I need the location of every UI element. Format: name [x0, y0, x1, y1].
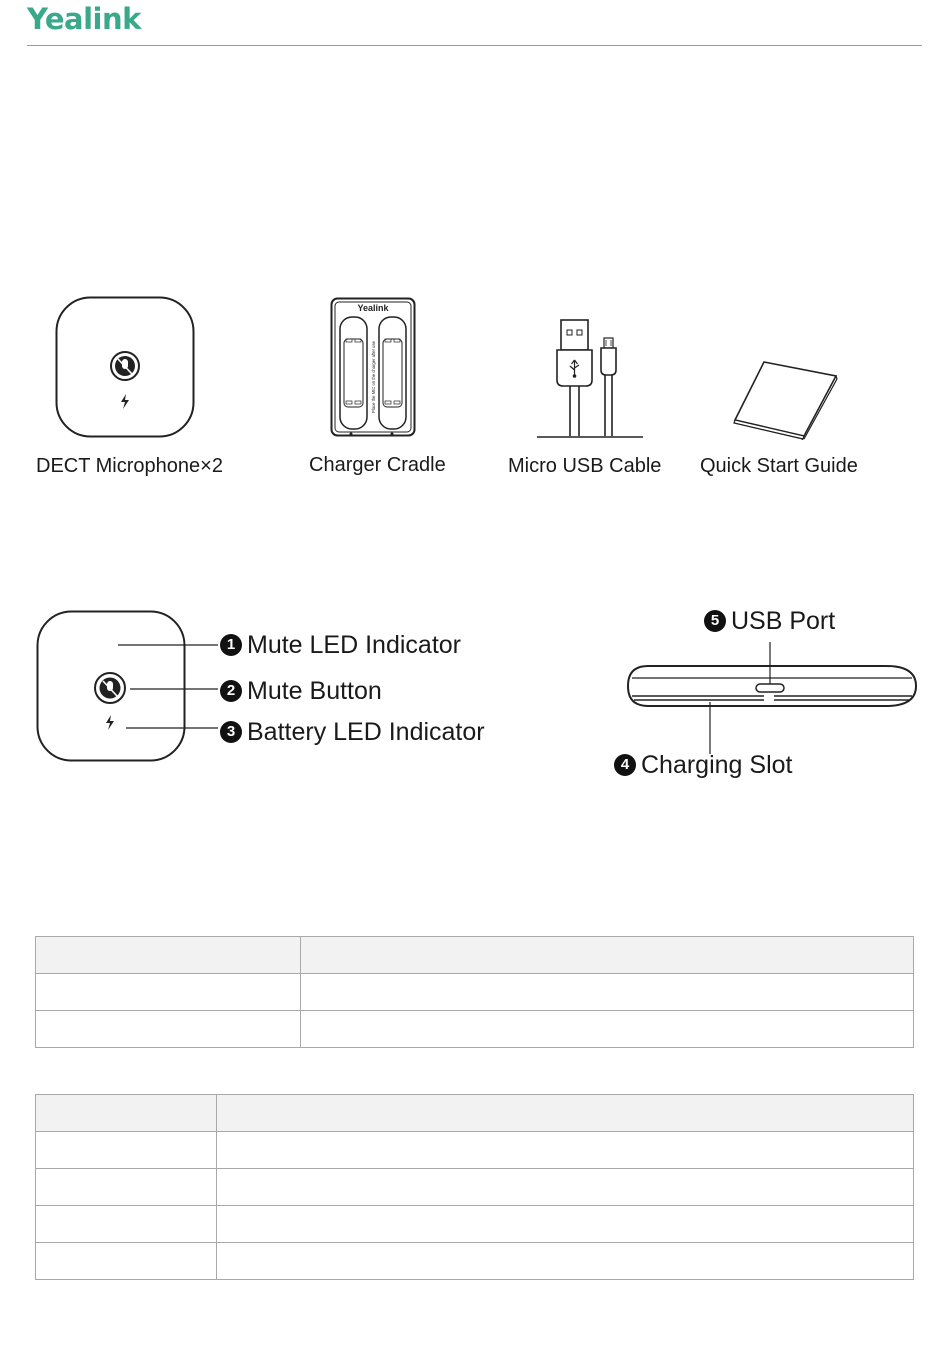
table-cell: [36, 1169, 217, 1206]
caption-micro-usb-cable: Micro USB Cable: [508, 455, 662, 477]
callout-usb-port: [704, 606, 835, 636]
table-cell: [36, 1243, 217, 1280]
table-cell: [301, 974, 914, 1011]
callout-label: Charging Slot: [641, 750, 793, 779]
table-cell: [36, 1132, 217, 1169]
callout-number-5: 5: [704, 610, 726, 632]
table-cell: [36, 937, 301, 974]
callout-number-4: 4: [614, 754, 636, 776]
caption-dect-microphone: DECT Microphone×2: [36, 455, 223, 477]
table-row: [36, 974, 914, 1011]
microphone-icon: [55, 296, 195, 438]
microphone-front-diagram: [36, 610, 246, 764]
table-cell: [36, 974, 301, 1011]
table-1: [35, 936, 914, 1048]
table-cell: [217, 1243, 914, 1280]
charger-cradle-icon: [330, 297, 416, 439]
table-row: [36, 1169, 914, 1206]
table-header-row: [36, 1095, 914, 1132]
table-cell: [217, 1095, 914, 1132]
callout-battery-led-indicator: [220, 717, 485, 747]
cradle-note-text: Place the MIC on the charger after use: [371, 341, 376, 413]
callout-label: Mute LED Indicator: [247, 630, 461, 659]
callout-charging-slot: [614, 750, 792, 780]
yealink-logo: Yealink: [27, 2, 141, 36]
table-cell: [217, 1169, 914, 1206]
callout-label: Mute Button: [247, 676, 382, 705]
callout-label: USB Port: [731, 606, 836, 635]
quick-start-guide-icon: [732, 360, 838, 440]
callout-label: Battery LED Indicator: [247, 717, 485, 746]
microphone-side-diagram: [620, 630, 920, 760]
table-cell: [301, 937, 914, 974]
table-row: [36, 1243, 914, 1280]
callout-mute-button: [220, 676, 382, 706]
usb-cable-icon: [537, 318, 645, 440]
header-divider: [27, 45, 922, 46]
table-row: [36, 1206, 914, 1243]
caption-charger-cradle: Charger Cradle: [309, 454, 446, 476]
table-cell: [36, 1095, 217, 1132]
table-cell: [36, 1206, 217, 1243]
cradle-brand-text: Yealink: [357, 303, 389, 313]
table-cell: [217, 1132, 914, 1169]
table-2: [35, 1094, 914, 1280]
caption-quick-start-guide: Quick Start Guide: [700, 455, 858, 477]
callout-number-2: 2: [220, 680, 242, 702]
table-cell: [217, 1206, 914, 1243]
table-row: [36, 1132, 914, 1169]
callout-number-3: 3: [220, 721, 242, 743]
table-row: [36, 1011, 914, 1048]
callout-number-1: 1: [220, 634, 242, 656]
callout-mute-led-indicator: [220, 630, 461, 660]
table-cell: [301, 1011, 914, 1048]
table-cell: [36, 1011, 301, 1048]
table-header-row: [36, 937, 914, 974]
